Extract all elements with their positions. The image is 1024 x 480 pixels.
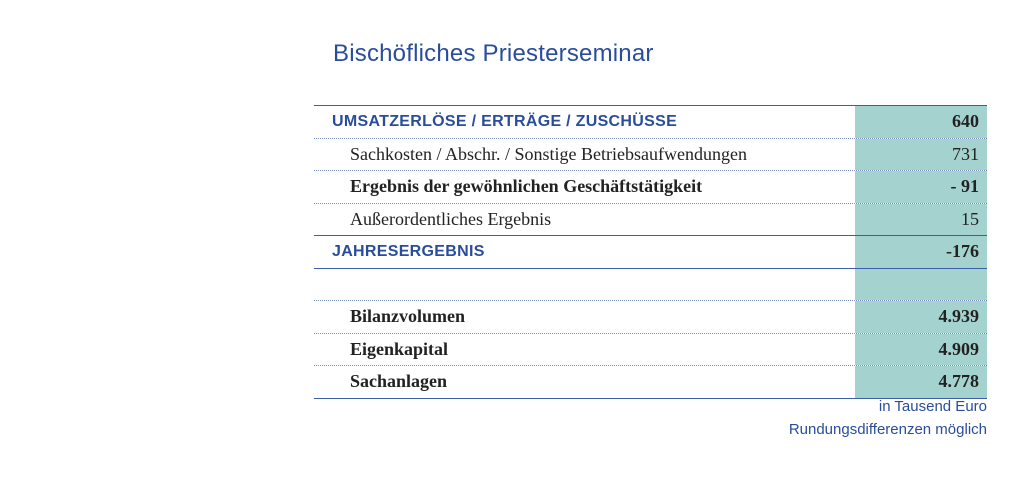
page-title: Bischöfliches Priesterseminar [333, 40, 654, 67]
table-row-costs [314, 139, 987, 172]
row-label: UMSATZERLÖSE / ERTRÄGE / ZUSCHÜSSE [332, 112, 678, 130]
row-value: 4.939 [855, 301, 987, 333]
financial-table [314, 105, 987, 399]
table-row-balance-sheet-total [314, 301, 987, 334]
row-value: - 91 [855, 171, 987, 203]
row-value: 15 [855, 204, 987, 236]
table-row-extraordinary-result [314, 204, 987, 237]
table-row-annual-result [314, 236, 987, 269]
row-value: 4.909 [855, 334, 987, 366]
table-row-operating-result [314, 171, 987, 204]
row-label: Außerordentliches Ergebnis [350, 208, 552, 229]
row-value: 731 [855, 139, 987, 171]
rounding-note: Rundungsdifferenzen möglich [788, 421, 987, 438]
table-row-spacer [314, 269, 987, 302]
row-value: 4.778 [855, 366, 987, 398]
row-label: Eigenkapital [350, 338, 449, 359]
row-label: Bilanzvolumen [350, 306, 466, 327]
row-label: Sachkosten / Abschr. / Sonstige Betriebsaufwendungen [350, 143, 747, 164]
row-label: Ergebnis der gewöhnlichen Geschäftstätigkeit [350, 176, 703, 197]
row-label: Sachanlagen [350, 371, 448, 392]
table-row-revenue [314, 106, 987, 139]
table-row-equity [314, 334, 987, 367]
table-row-fixed-assets [314, 366, 987, 399]
row-value [855, 269, 987, 301]
row-value: -176 [855, 236, 987, 268]
row-value: 640 [855, 106, 987, 138]
row-label: JAHRESERGEBNIS [332, 242, 485, 260]
unit-note: in Tausend Euro [878, 398, 987, 415]
